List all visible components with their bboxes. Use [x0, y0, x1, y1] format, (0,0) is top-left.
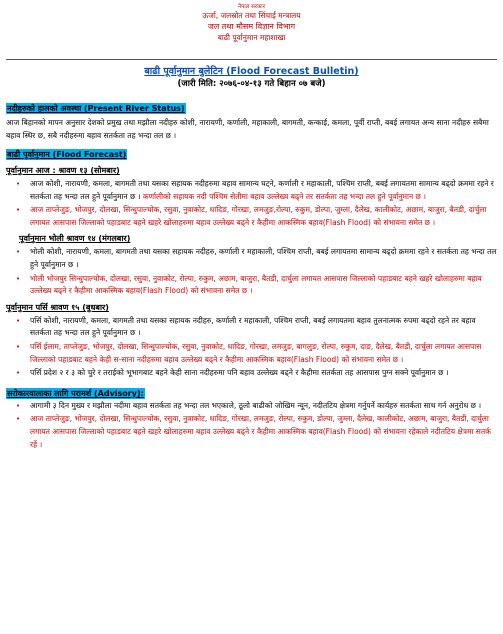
- bulletin-title: बाढी पूर्वानुमान बुलेटिन (Flood Forecast Bulletin): [144, 66, 359, 77]
- item-text: भोली भोजपुर सिन्धुपाल्चोक, दोलखा, रसुवा, नुवाकोट, रोल्पा, रुकुम, अछाम, बाजुरा, बैतडी, दार्चुला लगायत आसपास जिल्लाको पहाडबाट बहने खहरे खोलाहरुमा बहाव उल्लेख्य बढ्ने र कैहीमा आकस्मिक बहाव(Flash Flood) को संभावना समेत छ ।: [30, 273, 482, 296]
- river-status-heading: नदीहरुको हालको अवस्था (Present River Status): [7, 104, 185, 113]
- forecast-item: [16, 246, 497, 271]
- forecast-item: [16, 204, 497, 229]
- item-text-highlight: कर्णालीको सहायक नदी पश्चिम सेतीमा बहाव उल्लेख्य बढ्ने तर सतर्कता तह भन्दा तल हुने पूर्वानुमान छ ।: [140, 191, 426, 201]
- forecast-day-list: [6, 315, 497, 380]
- bullet-icon: •: [16, 274, 21, 283]
- ministry-line: ऊर्जा, जलस्रोत तथा सिंचाई मन्त्रालय: [202, 11, 301, 20]
- forecast-day-heading: पूर्वानुमान पर्सि श्रावण १५ (बुधबार): [6, 302, 109, 312]
- flood-forecast-heading: बाढी पूर्वानुमान (Flood Forecast): [7, 150, 127, 159]
- advisory-list: [6, 400, 497, 451]
- forecast-days: [6, 165, 497, 380]
- forecast-day-heading: पूर्वानुमान भोली श्रावण १४ (मंगलबार): [19, 234, 131, 244]
- bullet-icon: •: [16, 316, 21, 325]
- forecast-item: [16, 178, 497, 203]
- item-text: आगामी ३ दिन मुख्य र मझौला नदीमा बहाव सतर्कता तह भन्दा तल भएकाले, ठूलो बाढीको जोखिम न्यून, नदीतटिय क्षेत्रमा गर्नुपर्ने कार्यहरु सतर्कता साथ गर्न अनुरोध छ ।: [30, 400, 482, 410]
- item-text: भोली कोशी, नारायणी, कमला, बागमती तथा यसका सहायक नदीहरु, कर्णाली र महाकाली, पश्चिम राप्ती, बबई लगायतमा सामान्य बढ्दो क्रममा रहने र सतर्कता तह भन्दा तल हुने पूर्वानुमान छ ।: [30, 247, 497, 269]
- forecast-item: [16, 367, 497, 380]
- header-divider: [6, 59, 497, 60]
- forecast-item: [16, 400, 497, 413]
- bullet-icon: •: [16, 206, 21, 215]
- bullet-icon: •: [16, 342, 21, 351]
- item-text: आज ताप्लेजुङ, भोजपुर, दोलखा, सिन्धुपाल्चोक, रसुवा, नुवाकोट, धादिङ, गोरखा, लमजुङ,रोल्पा, रुकुम, डोल्पा, जुम्ला, दैलेख, कालीकोट, अछाम, बाजुरा, बैतडी, दार्चुला लगायत आसपास जिल्लाको पहाडबाट बहने खहरे खोलाहरुमा बहाव उल्लेख्य बढ्ने र कैहीमा आकस्मिक बहाव(Flash Flood) को संभावना समेत छ ।: [30, 205, 487, 227]
- item-text: पर्सि प्रदेश २ र ३ को चुरे र तराईको भूभागबाट बहने केही साना नदीहरुमा पनि बहाव उल्लेख्य बढ्ने र कैहीमा सतर्कता तह आसपास पुग्न सक्ने पूर्वानुमान छ ।: [30, 368, 449, 378]
- item-text: पर्सि कोशी, नारायणी, कमला, बागमती तथा यसका सहायक नदीहरु, कर्णाली र महाकाली, पश्चिम राप्ती, बबई लगायतमा बहाव तुलनात्मक रुपमा बढ्दो रहने तर बहाव सतर्कता तह भन्दा तल हुने पूर्वानुमान छ ।: [30, 315, 476, 338]
- issue-date: (जारी मिति: २०७६-०४-१३ गते बिहान ०७ बजे): [177, 79, 326, 89]
- forecast-item: [16, 413, 497, 451]
- river-status-text: आज बिहानको मापन अनुसार देशको प्रमुख तथा मझौला नदीहरु कोशी, नारायणी, कर्णाली, महाकाली, बागमती, कन्काई, कमला, पूर्वी राप्ती, बबई लगायत अन्य साना नदीहरु सबैमा बहाव स्थिर छ, सबै नदीहरुमा बहाव सतर्कता तह भन्दा तल छ ।: [6, 118, 489, 140]
- bullet-icon: •: [16, 401, 21, 410]
- item-text: आज ताप्लेजुङ, भोजपुर, दोलखा, सिन्धुपाल्चोक, रसुवा, नुवाकोट, धादिङ, गोरखा, लमजुङ, रोल्पा, रुकुम, डोल्पा, जुम्ला, दैलेख, कालीकोट, अछाम, बाजुरा, बैतडी, दार्चुला लगायत आसपास जिल्लाको पहाडबाट बहने खहरे खोलाहरुमा बहाव उल्लेख्य बढ्ने र कैहीमा आकस्मिक बहाव(Flash Flood) को संभावना रहेकाले नदीतटिय क्षेत्रमा सतर्क रहें ।: [30, 414, 491, 449]
- letterhead: [6, 0, 497, 43]
- department-line: जल तथा मौसम विज्ञान विभाग: [207, 22, 296, 31]
- item-text: पर्सि ईलाम, ताप्लेजुङ, भोजपुर, दोलखा, सिन्धुपाल्चोक, रसुवा, नुवाकोट, धादिङ, गोरखा, लमजुङ, बागलुङ, रोल्पा, रुकुम, दाङ, दैलेख, बैतडी, दार्चुला लगायत आसपास जिल्लाको पहाडबाट बहने केही स-साना नदीहरुमा बहाव उल्लेख्य बढ्ने र कैहीमा आकस्मिक बहाव(Flash Flood) को संभावना समेत छ ।: [30, 341, 482, 364]
- bullet-icon: •: [16, 415, 21, 424]
- forecast-day-list: [6, 246, 497, 297]
- forecast-day-heading: पूर्वानुमान आज : श्रावण १३ (सोमबार): [6, 166, 120, 175]
- bullet-icon: •: [16, 369, 21, 378]
- division-line: बाढी पूर्वानुमान महाशाखा: [217, 33, 286, 42]
- govt-line: नेपाल सरकार: [238, 4, 265, 10]
- advisory-heading: सरोकारवालाका लागि परामर्श (Advisory):: [7, 388, 144, 398]
- bullet-icon: •: [16, 180, 21, 188]
- forecast-day-list: [6, 178, 497, 229]
- bullet-icon: •: [16, 248, 21, 257]
- forecast-item: [16, 315, 497, 340]
- forecast-item: [16, 341, 497, 366]
- forecast-item: [16, 273, 497, 298]
- item-text: आज कोशी, नारायणी, कमला, बागमती तथा यसका सहायक नदीहरुमा बहाव सामान्य घट्ने, कर्णाली र महाकाली, पश्चिम राप्ती, बबई लगायतमा सामान्य बढ्दो क्रममा रहने र सतर्कता तह भन्दा तल हुने पूर्वानुमान छ ।: [30, 179, 494, 201]
